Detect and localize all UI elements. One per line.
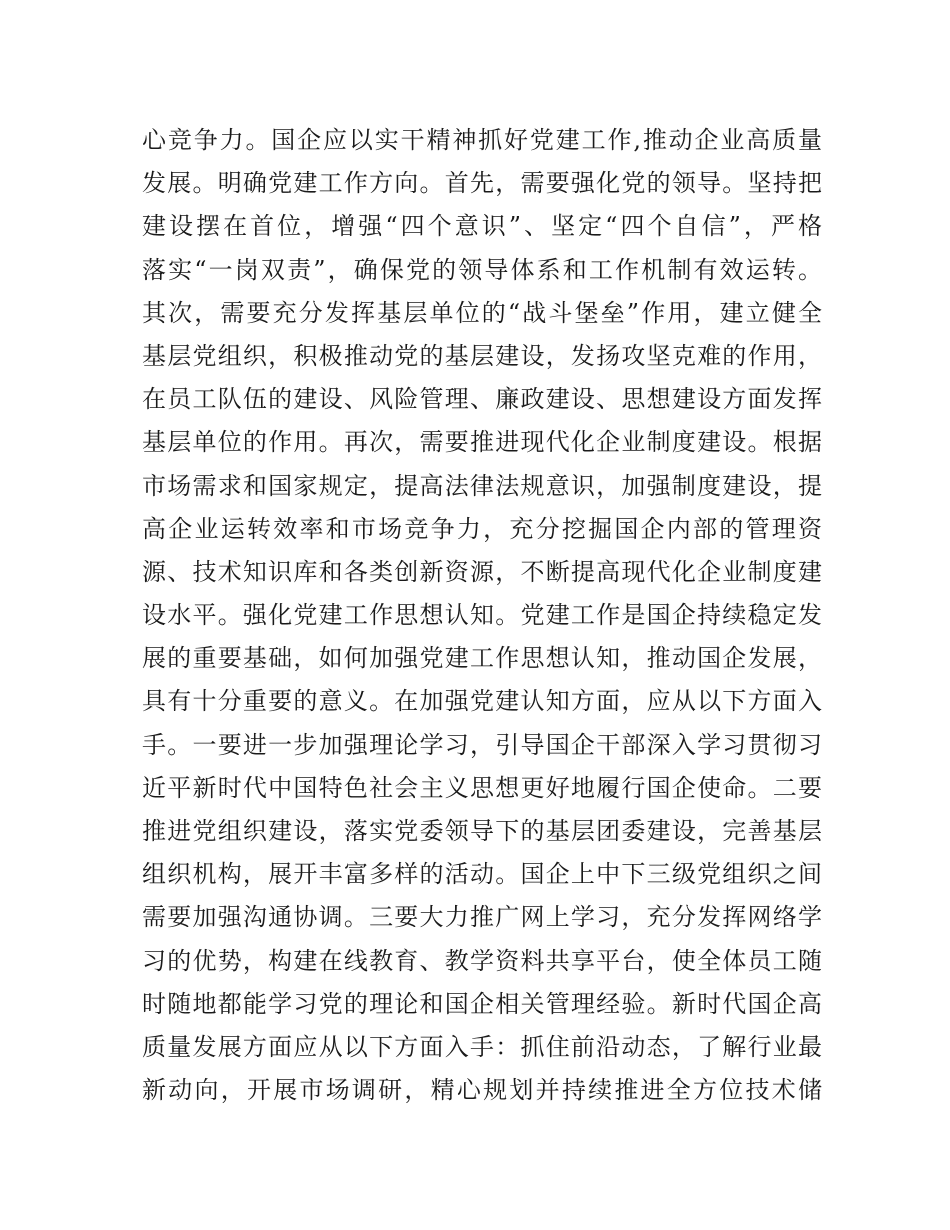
text-line: 质量发展方面应从以下方面入手：抓住前沿动态，了解行业最 bbox=[142, 1032, 822, 1061]
text-line: 落实“一岗双责”，确保党的领导体系和工作机制有效运转。 bbox=[142, 255, 822, 284]
text-line: 高企业运转效率和市场竞争力，充分挖掘国企内部的管理资 bbox=[142, 514, 822, 543]
text-line: 设水平。强化党建工作思想认知。党建工作是国企持续稳定发 bbox=[142, 601, 822, 630]
text-line: 基层单位的作用。再次，需要推进现代化企业制度建设。根据 bbox=[142, 428, 822, 457]
text-line: 市场需求和国家规定，提高法律法规意识，加强制度建设，提 bbox=[142, 471, 822, 500]
text-line: 时随地都能学习党的理论和国企相关管理经验。新时代国企高 bbox=[142, 989, 822, 1018]
text-line: 近平新时代中国特色社会主义思想更好地履行国企使命。二要 bbox=[142, 773, 822, 802]
text-line: 其次，需要充分发挥基层单位的“战斗堡垒”作用，建立健全 bbox=[142, 298, 822, 327]
text-line: 需要加强沟通协调。三要大力推广网上学习，充分发挥网络学 bbox=[142, 903, 822, 932]
text-line: 在员工队伍的建设、风险管理、廉政建设、思想建设方面发挥 bbox=[142, 385, 822, 414]
text-line: 展的重要基础，如何加强党建工作思想认知，推动国企发展， bbox=[142, 644, 822, 673]
text-line: 新动向，开展市场调研，精心规划并持续推进全方位技术储 bbox=[142, 1076, 822, 1105]
text-line: 具有十分重要的意义。在加强党建认知方面，应从以下方面入 bbox=[142, 687, 822, 716]
text-line: 心竞争力。国企应以实干精神抓好党建工作,推动企业高质量 bbox=[142, 126, 822, 154]
text-line: 基层党组织，积极推动党的基层建设，发扬攻坚克难的作用， bbox=[142, 341, 822, 370]
text-line: 组织机构，展开丰富多样的活动。国企上中下三级党组织之间 bbox=[142, 860, 822, 889]
text-line: 发展。明确党建工作方向。首先，需要强化党的领导。坚持把 bbox=[142, 169, 822, 198]
text-line: 手。一要进一步加强理论学习，引导国企干部深入学习贯彻习 bbox=[142, 730, 822, 759]
text-line: 习的优势，构建在线教育、教学资料共享平台，使全体员工随 bbox=[142, 946, 822, 975]
text-line: 推进党组织建设，落实党委领导下的基层团委建设，完善基层 bbox=[142, 817, 822, 845]
text-line: 建设摆在首位，增强“四个意识”、坚定“四个自信”，严格 bbox=[142, 212, 822, 241]
text-line: 源、技术知识库和各类创新资源，不断提高现代化企业制度建 bbox=[142, 557, 822, 586]
body-text bbox=[142, 119, 822, 1112]
